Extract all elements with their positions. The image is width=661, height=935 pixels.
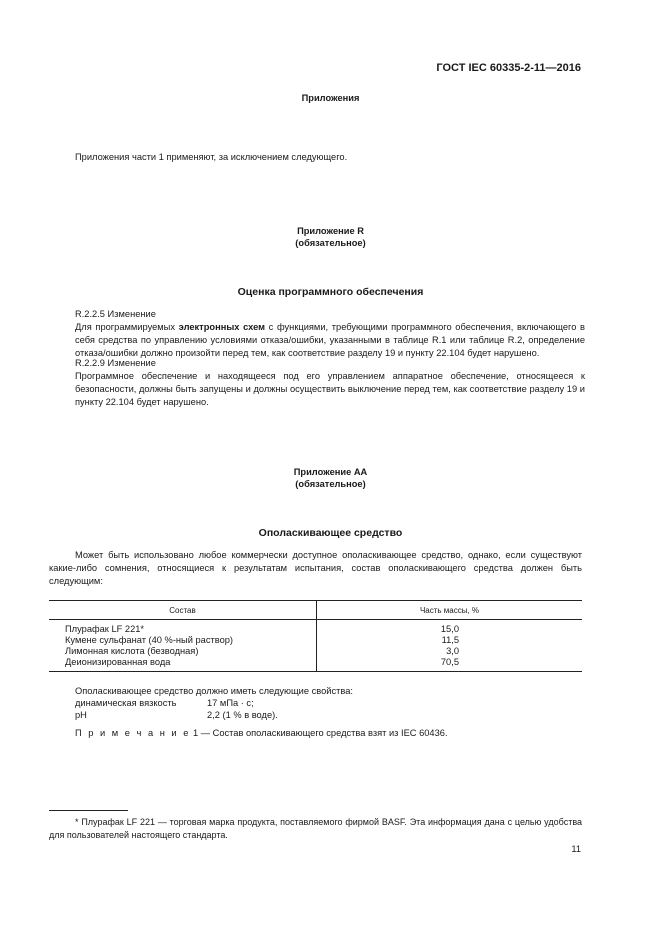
component-name: Кумене сульфанат (40 %-ный раствор) <box>49 635 317 646</box>
annex-aa-title: Приложение АА <box>293 467 368 477</box>
table-row <box>49 646 582 657</box>
properties-intro: Ополаскивающее средство должно иметь следующие свойства: <box>75 686 353 696</box>
annex-aa-heading: Ополаскивающее средство <box>258 527 403 539</box>
property-viscosity-label: динамическая вязкость <box>75 698 177 708</box>
footnote-divider <box>49 810 128 811</box>
annex-aa-intro: Может быть использовано любое коммерчески доступное ополаскивающее средство, однако, если существуют какие-либо сомнения, относящиеся к результатам испытания, состав ополаскивающего средства должен быть следующим: <box>49 550 582 586</box>
note-label: П р и м е ч а н и е <box>75 728 191 738</box>
table-row <box>49 620 582 636</box>
appendices-text: Приложения части 1 применяют, за исключением следующего. <box>75 152 348 162</box>
note-text: 1 — Состав ополаскивающего средства взят из IEC 60436. <box>192 728 448 738</box>
component-value: 3,0 <box>446 646 459 656</box>
annex-aa-status: (обязательное) <box>295 479 366 489</box>
clause-r229-label: R.2.2.9 Изменение <box>75 358 156 368</box>
clause-r225-text: Для программируемых электронных схем с функциями, требующими программного обеспечения, включающего в себя средства по управлению условиями отказа/ошибки, указанными в таблице R.1 или таблице R.2, определение отказа/ошибки должно произойти перед тем, как соответствие разделу 19 и пункту 22.104 будет нарушено. <box>75 322 585 358</box>
property-ph-label: pH <box>75 710 87 720</box>
component-value: 11,5 <box>441 635 459 645</box>
column-header-composition: Состав <box>49 601 317 620</box>
annex-r-title: Приложение R <box>297 226 364 236</box>
table-row <box>49 635 582 646</box>
document-id: ГОСТ IEC 60335-2-11—2016 <box>436 62 581 74</box>
table-row <box>49 657 582 672</box>
property-ph-value: 2,2 (1 % в воде). <box>207 710 278 720</box>
annex-r-heading: Оценка программного обеспечения <box>237 286 424 298</box>
component-name: Лимонная кислота (безводная) <box>49 646 317 657</box>
page-number: 11 <box>571 844 581 854</box>
annex-r-status: (обязательное) <box>295 238 366 248</box>
property-viscosity-value: 17 мПа · с; <box>207 698 254 708</box>
component-name: Плурафак LF 221* <box>49 620 317 636</box>
component-value: 70,5 <box>317 657 583 672</box>
composition-table <box>49 600 582 672</box>
column-header-mass-fraction: Часть массы, % <box>317 601 583 620</box>
clause-r229-text: Программное обеспечение и находящееся под его управлением аппаратное обеспечение, относящееся к безопасности, должны быть запущены и должны осуществить выключение перед тем, как соответствие разделу 19 и пункту 22.104 будет нарушено. <box>75 371 585 407</box>
note <box>75 728 448 738</box>
component-name: Деионизированная вода <box>49 657 317 672</box>
appendices-title: Приложения <box>301 93 360 103</box>
clause-r225-label: R.2.2.5 Изменение <box>75 309 156 319</box>
footnote: * Плурафак LF 221 — торговая марка продукта, поставляемого фирмой BASF. Эта информация дана с целью удобства для пользователей настоящего стандарта. <box>49 817 582 840</box>
component-value: 15,0 <box>440 624 459 634</box>
